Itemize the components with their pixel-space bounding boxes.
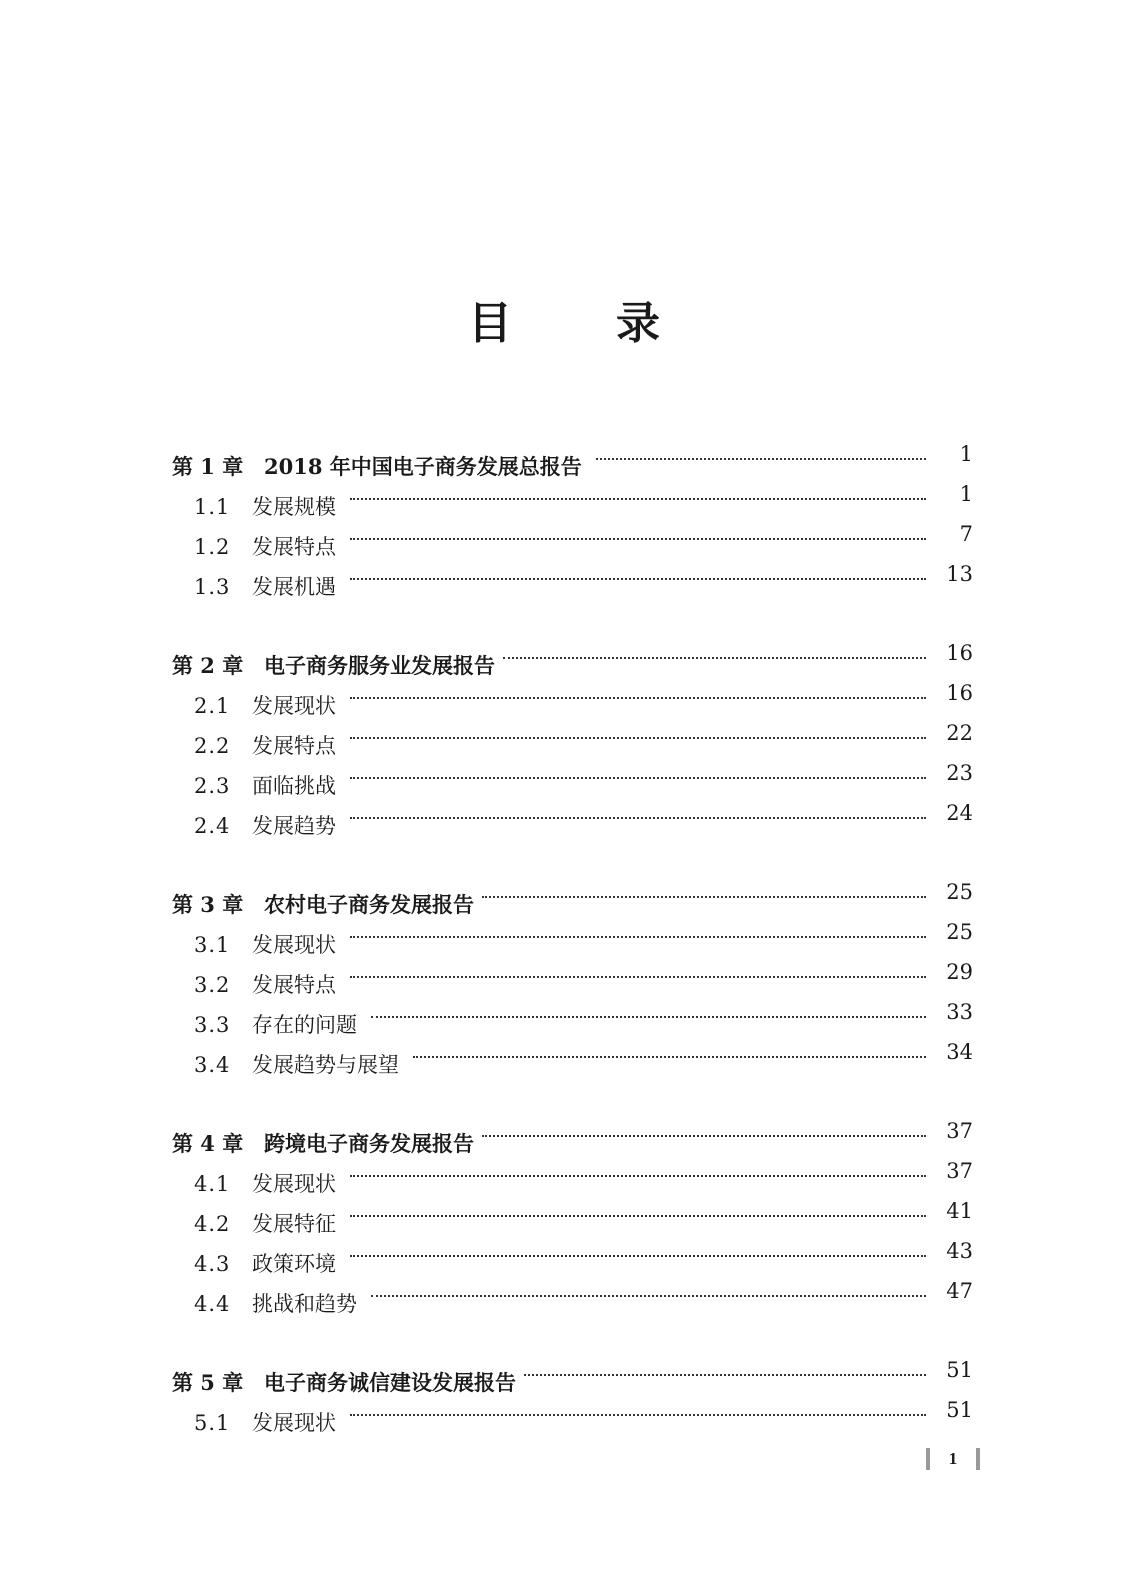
toc-entry-number: 2.4: [194, 814, 231, 838]
toc-chapter-entry: [0, 872, 1128, 917]
toc-entry-page: 24: [946, 801, 973, 825]
toc-chapter-entry: [0, 633, 1128, 678]
toc-dot-leader: [482, 1111, 928, 1151]
toc-entry-title: 发展趋势: [252, 814, 336, 838]
toc-entry-title: 电子商务服务业发展报告: [264, 653, 495, 678]
toc-entry-title: 发展特点: [252, 973, 336, 997]
toc-entry-title: 发展机遇: [252, 575, 336, 599]
toc-entry-page: 1: [959, 482, 973, 506]
toc-entry-page: 51: [946, 1358, 973, 1382]
toc-entry-title: 2018 年中国电子商务发展总报告: [264, 454, 582, 479]
toc-entry-page: 1: [959, 442, 973, 466]
toc-entry-number: 1.2: [194, 535, 231, 559]
toc-entry-title: 跨境电子商务发展报告: [264, 1131, 474, 1156]
toc-entry-page: 23: [946, 761, 973, 785]
toc-chapter-entry: [0, 1111, 1128, 1156]
toc-dot-leader: [344, 474, 928, 514]
toc-entry-page: 47: [946, 1279, 973, 1303]
toc-entry-title: 发展规模: [252, 495, 336, 519]
toc-section-entry: [0, 952, 1128, 997]
toc-entry-number: 2.3: [194, 774, 231, 798]
toc-dot-leader: [503, 633, 928, 673]
footer-page-number-text: 1: [948, 1449, 958, 1468]
toc-section-entry: [0, 793, 1128, 838]
footer-bar-right: [976, 1448, 980, 1470]
toc-entry-title: 存在的问题: [252, 1013, 357, 1037]
toc-section-entry: [0, 1271, 1128, 1316]
toc-entry-page: 16: [946, 641, 973, 665]
toc-entry-page: 25: [946, 880, 973, 904]
toc-dot-leader: [344, 713, 928, 753]
toc-entry-title: 政策环境: [252, 1252, 336, 1276]
toc-dot-leader: [344, 673, 928, 713]
toc-dot-leader: [344, 952, 928, 992]
toc-entry-left: [194, 554, 928, 607]
toc-entry-page: 7: [959, 522, 973, 546]
toc-entry-title: 面临挑战: [252, 774, 336, 798]
page-title: [0, 296, 1128, 352]
toc-section-entry: [0, 753, 1128, 798]
toc-chapter-entry: [0, 1350, 1128, 1395]
toc-entry-title: 挑战和趋势: [252, 1292, 357, 1316]
toc-dot-leader: [344, 793, 928, 833]
footer-page-number: [926, 1447, 980, 1471]
toc-entry-page: 41: [946, 1199, 973, 1223]
toc-entry-left: [194, 1390, 928, 1443]
toc-entry-page: 34: [946, 1040, 973, 1064]
toc-entry-title: 发展现状: [252, 694, 336, 718]
toc-section-entry: [0, 554, 1128, 599]
toc-entry-number: 3.3: [194, 1013, 231, 1037]
page-title-char-1: 目: [468, 298, 512, 349]
toc-entry-left: [194, 1271, 928, 1324]
toc-entry-number: 4.3: [194, 1252, 231, 1276]
toc-dot-leader: [365, 992, 928, 1032]
toc-dot-leader: [344, 753, 928, 793]
toc-section-entry: [0, 673, 1128, 718]
toc-entry-number: 5.1: [194, 1411, 231, 1435]
toc-entry-title: 电子商务诚信建设发展报告: [264, 1370, 516, 1395]
toc-dot-leader: [344, 1231, 928, 1271]
toc-section-entry: [0, 1390, 1128, 1435]
toc-entry-page: 22: [946, 721, 973, 745]
toc-entry-number: 4.2: [194, 1212, 231, 1236]
toc-dot-leader: [344, 1151, 928, 1191]
toc-section-entry: [0, 713, 1128, 758]
page-title-char-2: 录: [616, 298, 660, 349]
toc-dot-leader: [482, 872, 928, 912]
toc-entry-page: 25: [946, 920, 973, 944]
toc-entry-number: 3.1: [194, 933, 231, 957]
toc-entry-title: 发展特征: [252, 1212, 336, 1236]
toc-entry-number: 2.2: [194, 734, 231, 758]
toc-entry-number: 1.3: [194, 575, 231, 599]
toc-dot-leader: [344, 554, 928, 594]
toc-entry-number: 第 2 章: [172, 653, 244, 678]
toc-entry-page: 37: [946, 1119, 973, 1143]
toc-dot-leader: [524, 1350, 928, 1390]
toc-entry-page: 16: [946, 681, 973, 705]
toc-entry-number: 4.1: [194, 1172, 231, 1196]
toc-entry-title: 发展现状: [252, 1172, 336, 1196]
toc-entry-page: 51: [946, 1398, 973, 1422]
toc-section-entry: [0, 1151, 1128, 1196]
toc-entry-left: [194, 1032, 928, 1085]
toc-entry-title: 农村电子商务发展报告: [264, 892, 474, 917]
toc-entry-title: 发展现状: [252, 933, 336, 957]
toc-chapter-entry: [0, 434, 1128, 479]
toc-entry-number: 3.4: [194, 1053, 231, 1077]
toc-dot-leader: [344, 912, 928, 952]
toc-entry-number: 3.2: [194, 973, 231, 997]
toc-section-entry: [0, 514, 1128, 559]
toc-entry-page: 43: [946, 1239, 973, 1263]
toc-dot-leader: [344, 514, 928, 554]
toc-dot-leader: [344, 1390, 928, 1430]
toc-section-entry: [0, 1032, 1128, 1077]
toc-entry-number: 第 4 章: [172, 1131, 244, 1156]
toc-entry-number: 1.1: [194, 495, 231, 519]
toc-entry-left: [194, 793, 928, 846]
toc-entry-title: 发展趋势与展望: [252, 1053, 399, 1077]
toc-entry-number: 第 3 章: [172, 892, 244, 917]
toc-entry-number: 4.4: [194, 1292, 231, 1316]
toc-entry-page: 37: [946, 1159, 973, 1183]
toc-entry-title: 发展特点: [252, 734, 336, 758]
toc-entry-title: 发展现状: [252, 1411, 336, 1435]
toc-entry-number: 2.1: [194, 694, 231, 718]
toc-section-entry: [0, 992, 1128, 1037]
toc-entry-title: 发展特点: [252, 535, 336, 559]
toc-dot-leader: [590, 434, 928, 474]
toc-entry-page: 13: [946, 562, 973, 586]
toc-entry-number: 第 1 章: [172, 454, 244, 479]
toc-dot-leader: [407, 1032, 928, 1072]
toc-section-entry: [0, 912, 1128, 957]
toc-dot-leader: [344, 1191, 928, 1231]
toc-dot-leader: [365, 1271, 928, 1311]
toc-section-entry: [0, 474, 1128, 519]
toc-section-entry: [0, 1231, 1128, 1276]
toc-entry-page: 29: [946, 960, 973, 984]
toc-entry-page: 33: [946, 1000, 973, 1024]
toc-entry-number: 第 5 章: [172, 1370, 244, 1395]
toc-section-entry: [0, 1191, 1128, 1236]
